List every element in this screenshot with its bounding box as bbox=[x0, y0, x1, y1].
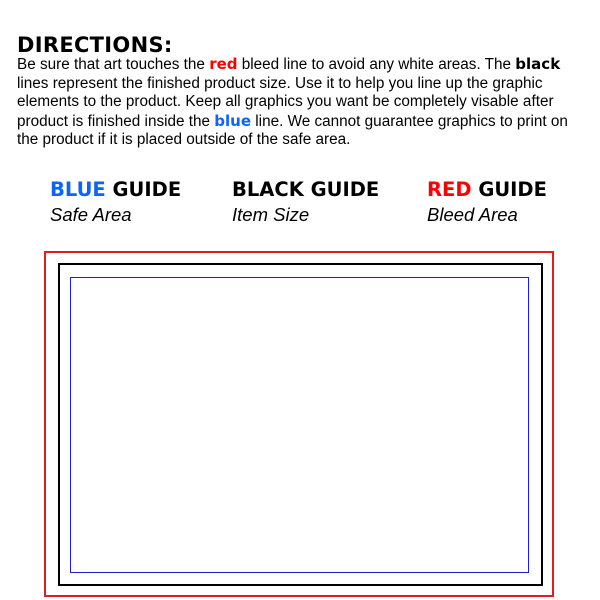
black-guide-word: GUIDE bbox=[310, 178, 380, 201]
blue-guide-word: GUIDE bbox=[112, 178, 182, 201]
blue-guide-subtitle: Safe Area bbox=[50, 204, 132, 225]
red-guide-word: GUIDE bbox=[478, 178, 547, 201]
red-guide-legend bbox=[427, 179, 547, 226]
keyword-black: black bbox=[515, 55, 561, 73]
directions-heading: DIRECTIONS: bbox=[17, 33, 173, 57]
black-guide-subtitle: Item Size bbox=[232, 204, 310, 225]
keyword-blue: blue bbox=[214, 111, 252, 130]
red-guide-subtitle: Bleed Area bbox=[427, 204, 518, 225]
directions-text bbox=[17, 55, 592, 150]
directions-text-part-2: bleed line to avoid any white areas. The bbox=[237, 56, 516, 73]
black-guide-title bbox=[232, 179, 379, 201]
black-guide-color-word: BLACK bbox=[232, 178, 304, 201]
keyword-red: red bbox=[209, 55, 238, 73]
red-guide-title bbox=[427, 179, 547, 201]
safe-area-line-blue bbox=[70, 277, 529, 573]
blue-guide-legend bbox=[50, 179, 181, 226]
directions-text-part-4: line. We cannot guarantee graphics to print on the product if it is placed outside of the safe area. bbox=[17, 112, 568, 149]
blue-guide-title bbox=[50, 179, 181, 201]
directions-text-part-3: lines represent the finished product size. Use it to help you line up the graphic elements to the product. Keep all graphics you want be completely visable after product is finished inside the bbox=[17, 74, 554, 130]
directions-text-part-1: Be sure that art touches the bbox=[17, 56, 210, 73]
black-guide-legend bbox=[232, 179, 379, 226]
blue-guide-color-word: BLUE bbox=[50, 178, 106, 201]
red-guide-color-word: RED bbox=[427, 178, 472, 201]
